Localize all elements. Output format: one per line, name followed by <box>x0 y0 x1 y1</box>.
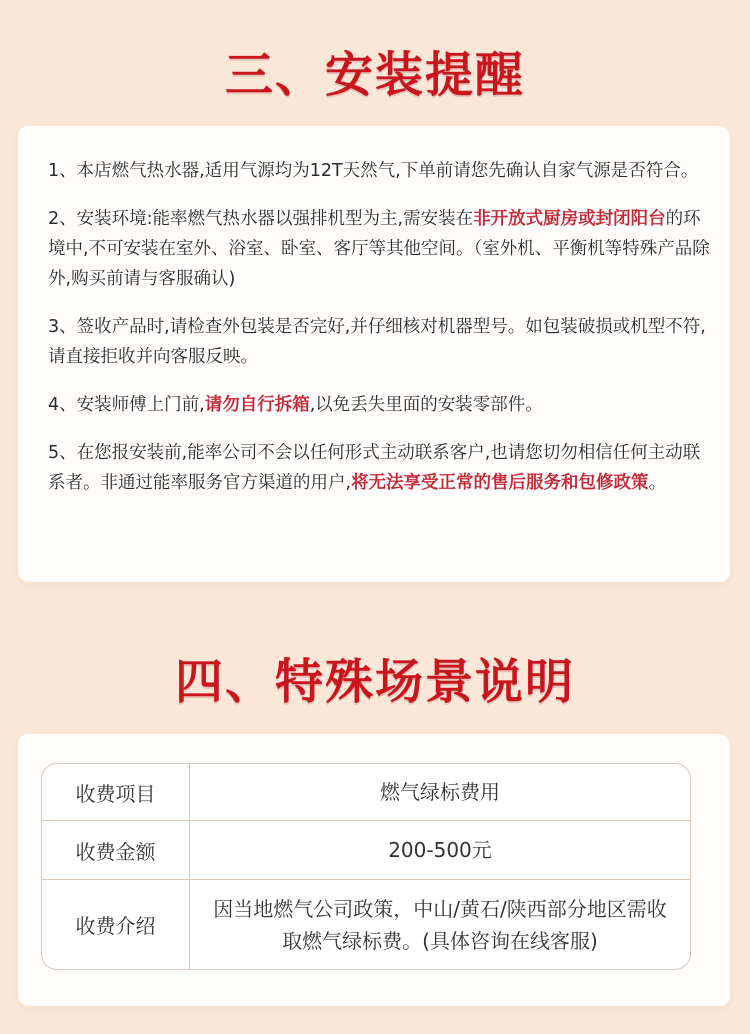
note-3-text: 3、签收产品时,请检查外包装是否完好,并仔细核对机器型号。如包装破损或机型不符,请直接拒收并向客服反映。 <box>48 317 706 367</box>
note-4-text-end: ,以免丢失里面的安装零部件。 <box>309 395 543 415</box>
note-5-highlight: 将无法享受正常的售后服务和包修政策 <box>351 473 649 493</box>
note-2-highlight: 非开放式厨房或封闭阳台 <box>473 209 666 229</box>
install-notes-list <box>48 156 710 516</box>
fee-item-label: 收费项目 <box>42 764 190 820</box>
fee-intro-label: 收费介绍 <box>42 880 190 969</box>
install-note-4 <box>48 390 710 420</box>
fee-item-value: 燃气绿标费用 <box>380 780 500 804</box>
install-note-5 <box>48 438 710 498</box>
note-2-text: 2、安装环境:能率燃气热水器以强排机型为主,需安装在 <box>48 209 474 229</box>
table-row <box>42 764 690 821</box>
note-4-text: 4、安装师傅上门前, <box>48 395 205 415</box>
section-title-install-reminder: 三、安装提醒 <box>224 47 525 103</box>
note-4-highlight: 请勿自行拆箱 <box>204 395 310 415</box>
table-row <box>42 821 690 880</box>
fee-amount-value: 200-500元 <box>388 838 492 862</box>
fee-intro-value: 因当地燃气公司政策，中山/黄石/陕西部分地区需收取燃气绿标费。(具体咨询在线客服) <box>213 896 667 953</box>
fee-table <box>41 763 691 970</box>
fee-amount-label: 收费金额 <box>42 821 190 879</box>
install-note-2 <box>48 204 710 294</box>
install-note-3 <box>48 312 710 372</box>
note-5-text-end: 。 <box>648 473 667 493</box>
install-reminder-card <box>18 126 730 582</box>
table-row <box>42 880 690 969</box>
special-scenarios-card <box>18 734 730 1006</box>
note-5-text: 5、在您报安装前,能率公司不会以任何形式主动联系客户,也请您切勿相信任何主动联系者。非通过能率服务官方渠道的用户, <box>48 443 701 493</box>
section-title-special-scenarios: 四、特殊场景说明 <box>174 654 575 710</box>
note-2-text-end: 的环境中,不可安装在室外、浴室、卧室、客厅等其他空间。（室外机、平衡机等特殊产品除外,购买前请与客服确认) <box>48 209 710 289</box>
install-note-1 <box>48 156 710 186</box>
note-1-text: 1、本店燃气热水器,适用气源均为12T天然气,下单前请您先确认自家气源是否符合。 <box>48 161 699 181</box>
